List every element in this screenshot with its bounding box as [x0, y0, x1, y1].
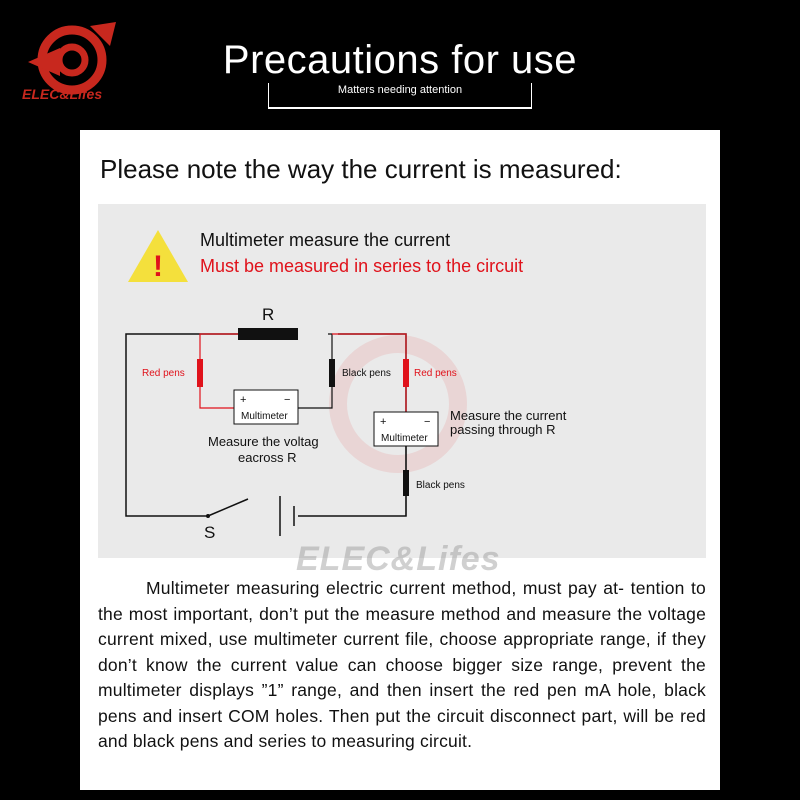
warning-line-1: Multimeter measure the current — [200, 230, 451, 250]
body-paragraph-text: Multimeter measuring electric current method, must pay at- tention to the most important, don’t put the measure method and measure the voltage current mixed, use multimeter current file, choose appropriate range, if they don’t know the current value can choose bigger size range, prevent the multimeter displays ”1” range, and then insert the red pen mA hole, black pens and insert COM holes. Then put the circuit disconnect part, will be red and black pens and series to measuring circuit. — [98, 578, 706, 751]
content-card — [80, 130, 720, 790]
voltage-caption-1: Measure the voltag — [208, 434, 319, 449]
resistor-label: R — [262, 305, 275, 324]
switch-label: S — [204, 523, 216, 542]
voltmeter-black-lead — [298, 334, 332, 408]
page-title: Precautions for use — [222, 38, 578, 82]
current-caption-2: passing through R — [450, 422, 556, 437]
page-subtitle: Matters needing attention — [337, 84, 463, 96]
diagram-panel — [98, 204, 706, 578]
warning-triangle-icon — [126, 228, 190, 284]
watermark-text: ELEC&Lifes — [296, 540, 501, 578]
black-pens-left-label: Black pens — [342, 368, 391, 379]
svg-text:!: ! — [153, 250, 163, 283]
red-pens-left-label: Red pens — [142, 368, 185, 379]
meter-left-label: Multimeter — [241, 411, 288, 422]
red-pen-right — [403, 359, 409, 387]
red-pen-left — [197, 359, 203, 387]
black-pen-left — [329, 359, 335, 387]
voltmeter-red-lead — [200, 334, 238, 408]
resistor — [238, 328, 298, 340]
warning-line-2: Must be measured in series to the circuit — [200, 256, 524, 276]
body-paragraph — [98, 576, 706, 755]
switch-lever — [208, 499, 248, 516]
black-pens-bottom-label: Black pens — [416, 480, 465, 491]
red-pens-right-label: Red pens — [414, 368, 457, 379]
current-caption-1: Measure the current — [450, 408, 567, 423]
meter-right-plus: + — [380, 416, 387, 428]
black-pen-bottom — [403, 470, 409, 496]
voltage-caption-2: eacross R — [238, 450, 297, 465]
meter-right-label: Multimeter — [381, 433, 428, 444]
switch-contact — [206, 514, 210, 518]
meter-left-minus: − — [284, 394, 291, 406]
meter-right-minus: − — [424, 416, 431, 428]
note-heading: Please note the way the current is measured: — [100, 154, 622, 184]
meter-left-plus: + — [240, 394, 247, 406]
brand-logo-text: ELEC&Lifes — [22, 86, 103, 102]
